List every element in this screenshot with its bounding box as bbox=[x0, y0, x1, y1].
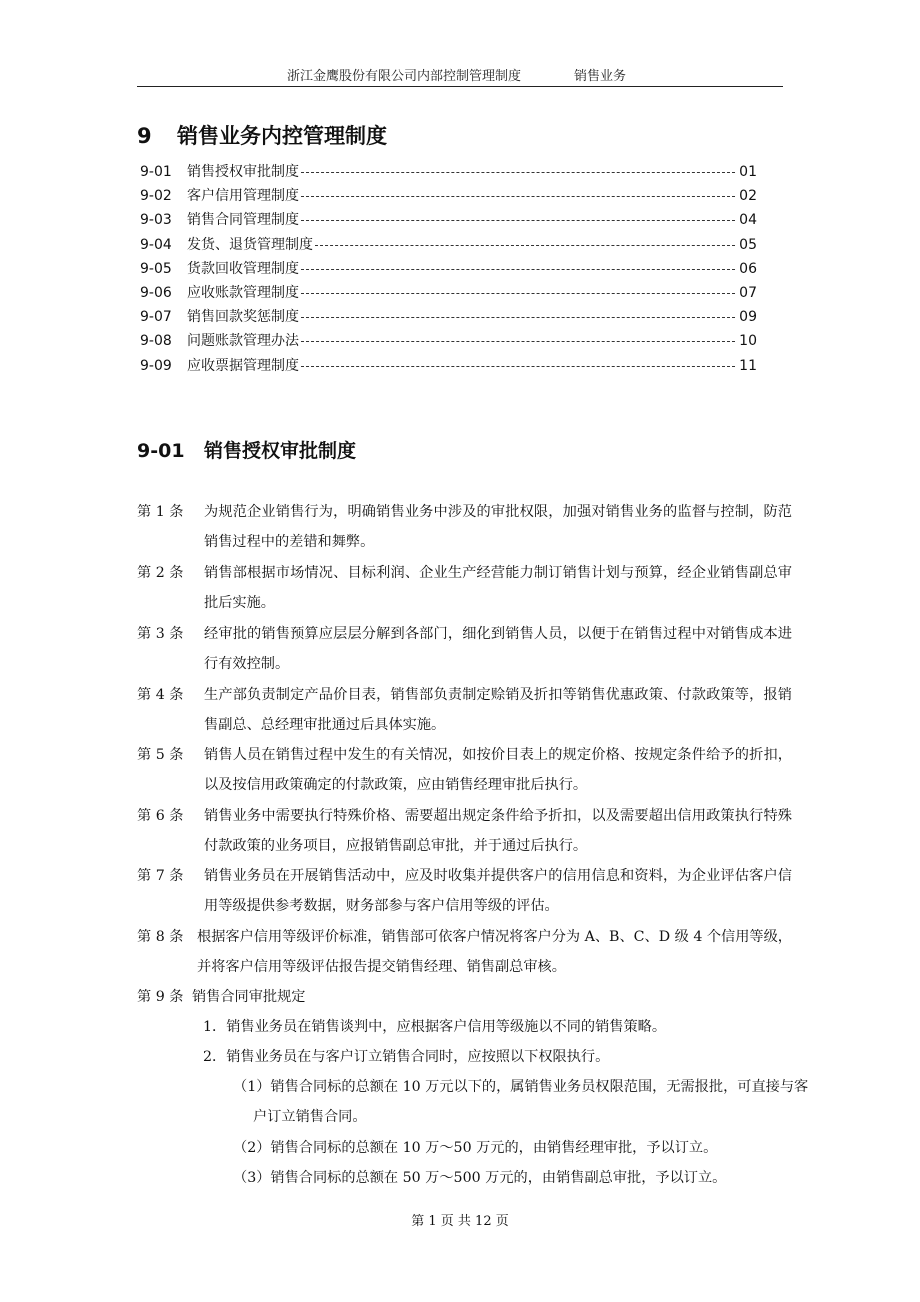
toc-number: 9-06 bbox=[140, 284, 172, 301]
article bbox=[137, 558, 792, 618]
article-label: 第 6 条 bbox=[137, 808, 184, 824]
toc-page: 06 bbox=[739, 260, 757, 277]
toc-title: 问题账款管理办法 bbox=[187, 333, 299, 350]
toc-leader bbox=[301, 341, 735, 342]
article bbox=[137, 497, 792, 557]
article-label: 第 8 条 bbox=[137, 929, 184, 945]
article-label: 第 7 条 bbox=[137, 868, 184, 884]
page-header bbox=[137, 64, 783, 87]
article-label: 第 3 条 bbox=[137, 626, 184, 642]
toc-row[interactable] bbox=[137, 160, 757, 184]
table-of-contents bbox=[137, 160, 757, 378]
toc-leader bbox=[301, 317, 735, 318]
sub-list-item: （3）销售合同标的总额在 50 万～500 万元的，由销售副总审批，予以订立。 bbox=[233, 1170, 727, 1186]
toc-title: 销售回款奖惩制度 bbox=[187, 309, 299, 326]
toc-title: 货款回收管理制度 bbox=[187, 260, 299, 277]
article-text: 为规范企业销售行为，明确销售业务中涉及的审批权限，加强对销售业务的监督与控制，防范销售过程中的差错和舞弊。 bbox=[204, 504, 792, 550]
toc-leader bbox=[301, 269, 735, 270]
chapter-title bbox=[137, 120, 387, 150]
toc-number: 9-05 bbox=[140, 260, 172, 277]
toc-page: 11 bbox=[739, 357, 757, 374]
chapter-number: 9 bbox=[137, 124, 152, 148]
toc-page: 04 bbox=[739, 212, 757, 229]
section-title-text: 销售授权审批制度 bbox=[204, 440, 357, 462]
article bbox=[137, 740, 792, 800]
page-footer: 第 1 页 共 12 页 bbox=[411, 1214, 509, 1229]
toc-page: 07 bbox=[739, 284, 757, 301]
toc-row[interactable] bbox=[137, 208, 757, 232]
toc-row[interactable] bbox=[137, 184, 757, 208]
toc-page: 01 bbox=[739, 164, 757, 180]
article bbox=[137, 861, 792, 921]
toc-page: 02 bbox=[739, 188, 757, 205]
toc-number: 9-01 bbox=[140, 164, 172, 180]
header-section: 销售业务 bbox=[574, 69, 627, 84]
article-9-title: 销售合同审批规定 bbox=[191, 989, 306, 1005]
article-text: 销售部根据市场情况、目标利润、企业生产经营能力制订销售计划与预算，经企业销售副总审批后实施。 bbox=[204, 565, 792, 611]
list-item: 1．销售业务员在销售谈判中，应根据客户信用等级施以不同的销售策略。 bbox=[203, 1019, 667, 1035]
section-title bbox=[137, 436, 356, 463]
toc-number: 9-04 bbox=[140, 236, 172, 253]
article-label: 第 1 条 bbox=[137, 504, 184, 520]
toc-number: 9-08 bbox=[140, 333, 172, 350]
toc-title: 销售授权审批制度 bbox=[187, 164, 299, 180]
article-label: 第 2 条 bbox=[137, 565, 184, 581]
toc-title: 发货、退货管理制度 bbox=[187, 236, 313, 253]
toc-title: 应收票据管理制度 bbox=[187, 357, 299, 374]
article-label: 第 4 条 bbox=[137, 687, 184, 703]
toc-page: 05 bbox=[739, 236, 757, 253]
toc-leader bbox=[315, 245, 735, 246]
toc-number: 9-07 bbox=[140, 309, 172, 326]
sub-list-item: （1）销售合同标的总额在 10 万元以下的，属销售业务员权限范围，无需报批，可直接与客户订立销售合同。 bbox=[233, 1079, 809, 1125]
article-label: 第 5 条 bbox=[137, 747, 184, 763]
toc-leader bbox=[301, 293, 735, 294]
toc-number: 9-03 bbox=[140, 212, 172, 229]
article-text: 销售人员在销售过程中发生的有关情况，如按价目表上的规定价格、按规定条件给予的折扣，以及按信用政策确定的付款政策，应由销售经理审批后执行。 bbox=[204, 747, 792, 793]
toc-page: 10 bbox=[739, 333, 757, 350]
article bbox=[137, 680, 792, 740]
header-company: 浙江金鹰股份有限公司内部控制管理制度 bbox=[287, 69, 522, 84]
article-9-heading bbox=[137, 982, 305, 1012]
toc-row[interactable] bbox=[137, 329, 757, 353]
article-text: 销售业务中需要执行特殊价格、需要超出规定条件给予折扣，以及需要超出信用政策执行特殊付款政策的业务项目，应报销售副总审批，并于通过后执行。 bbox=[204, 808, 792, 854]
toc-row[interactable] bbox=[137, 354, 757, 378]
article-text: 生产部负责制定产品价目表，销售部负责制定赊销及折扣等销售优惠政策、付款政策等，报销售副总、总经理审批通过后具体实施。 bbox=[204, 687, 792, 733]
article bbox=[137, 619, 792, 679]
sub-list-item: （2）销售合同标的总额在 10 万～50 万元的，由销售经理审批，予以订立。 bbox=[233, 1140, 718, 1156]
toc-number: 9-02 bbox=[140, 188, 172, 205]
section-number: 9-01 bbox=[137, 440, 185, 462]
chapter-title-text: 销售业务内控管理制度 bbox=[177, 124, 387, 148]
toc-row[interactable] bbox=[137, 305, 757, 329]
toc-row[interactable] bbox=[137, 257, 757, 281]
article-text: 销售业务员在开展销售活动中，应及时收集并提供客户的信用信息和资料，为企业评估客户信用等级提供参考数据，财务部参与客户信用等级的评估。 bbox=[204, 868, 792, 914]
article-text: 经审批的销售预算应层层分解到各部门，细化到销售人员，以便于在销售过程中对销售成本进行有效控制。 bbox=[204, 626, 792, 672]
toc-leader bbox=[301, 366, 735, 367]
toc-leader bbox=[301, 220, 735, 221]
article-label: 第 9 条 bbox=[137, 989, 184, 1005]
toc-leader bbox=[301, 172, 735, 173]
toc-row[interactable] bbox=[137, 281, 757, 305]
toc-number: 9-09 bbox=[140, 357, 172, 374]
toc-page: 09 bbox=[739, 309, 757, 326]
article-text: 根据客户信用等级评价标准，销售部可依客户情况将客户分为 A、B、C、D 级 4 个信用等级，并将客户信用等级评估报告提交销售经理、销售副总审核。 bbox=[197, 929, 792, 975]
toc-leader bbox=[301, 196, 735, 197]
article bbox=[137, 922, 792, 982]
toc-row[interactable] bbox=[137, 233, 757, 257]
toc-title: 客户信用管理制度 bbox=[187, 188, 299, 205]
toc-title: 应收账款管理制度 bbox=[187, 284, 299, 301]
toc-title: 销售合同管理制度 bbox=[187, 212, 299, 229]
article bbox=[137, 801, 792, 861]
list-item: 2．销售业务员在与客户订立销售合同时，应按照以下权限执行。 bbox=[203, 1049, 610, 1065]
